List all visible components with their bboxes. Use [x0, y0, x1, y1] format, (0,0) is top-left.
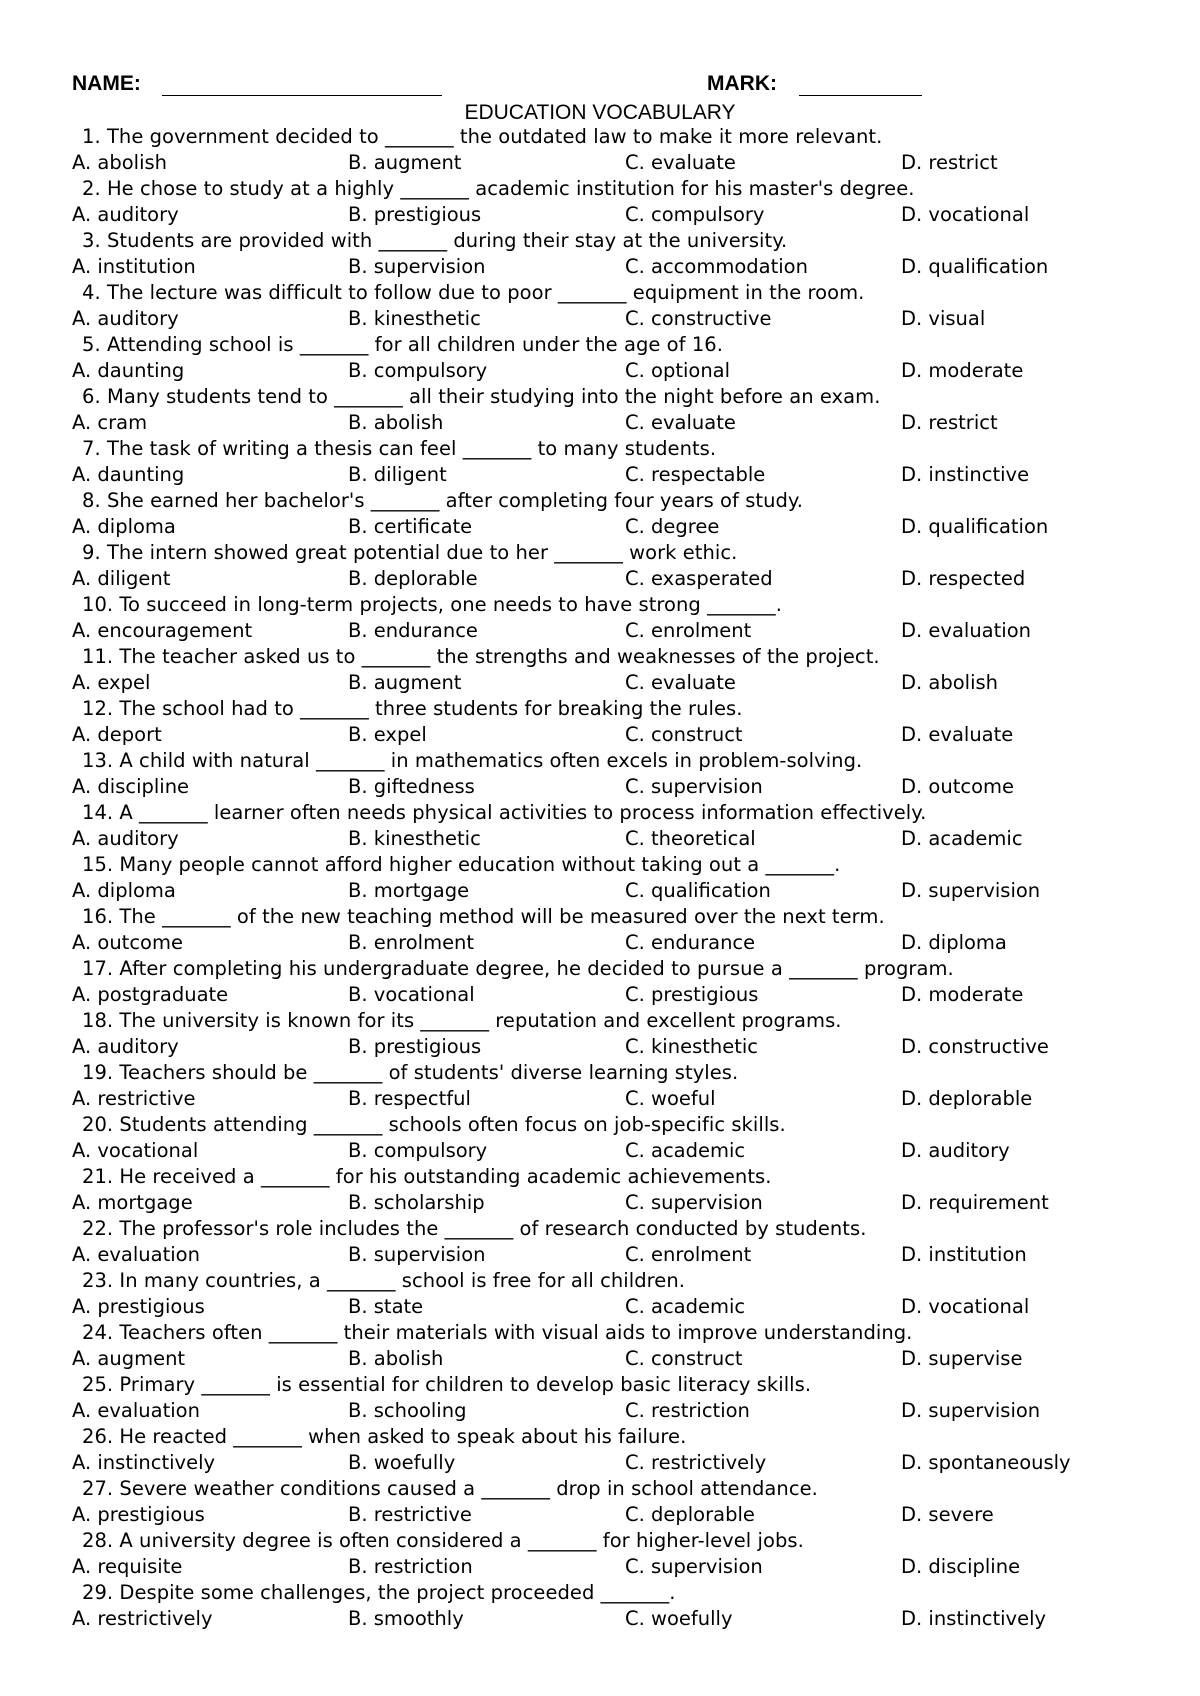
answer-option-b[interactable]: B. abolish — [348, 411, 444, 434]
answer-options — [72, 1138, 1172, 1164]
question-item — [72, 1216, 1172, 1268]
answer-option-c[interactable]: C. woeful — [625, 1087, 716, 1110]
answer-option-c[interactable]: C. restrictively — [625, 1451, 767, 1474]
answer-option-a[interactable]: A. evaluation — [72, 1399, 200, 1422]
question-item — [72, 176, 1172, 228]
answer-options — [72, 1450, 1172, 1476]
answer-options — [72, 1294, 1172, 1320]
answer-option-d[interactable]: D. qualification — [901, 515, 1049, 538]
answer-options — [72, 358, 1172, 384]
question-text: 14. A _______ learner often needs physical activities to process information effectively. — [82, 801, 927, 824]
answer-option-b[interactable]: B. giftedness — [348, 775, 475, 798]
answer-options — [72, 774, 1172, 800]
question-text: 5. Attending school is _______ for all children under the age of 16. — [82, 333, 723, 356]
answer-option-c[interactable]: C. compulsory — [625, 203, 765, 226]
answer-option-d[interactable]: D. qualification — [901, 255, 1049, 278]
answer-option-b[interactable]: B. kinesthetic — [348, 827, 481, 850]
answer-option-a[interactable]: A. institution — [72, 255, 196, 278]
answer-option-a[interactable]: A. discipline — [72, 775, 190, 798]
answer-option-c[interactable]: C. evaluate — [625, 411, 736, 434]
question-item — [72, 644, 1172, 696]
answer-option-c[interactable]: C. endurance — [625, 931, 756, 954]
question-item — [72, 1008, 1172, 1060]
answer-options — [72, 826, 1172, 852]
answer-option-b[interactable]: B. augment — [348, 671, 462, 694]
question-text: 7. The task of writing a thesis can feel _______ to many students. — [82, 437, 717, 460]
answer-option-d[interactable]: D. visual — [901, 307, 986, 330]
question-item — [72, 124, 1172, 176]
answer-option-a[interactable]: A. cram — [72, 411, 148, 434]
answer-option-c[interactable]: C. kinesthetic — [625, 1035, 759, 1058]
name-blank-line[interactable] — [162, 95, 442, 96]
question-item — [72, 1372, 1172, 1424]
answer-option-d[interactable]: D. spontaneously — [901, 1451, 1071, 1474]
answer-option-b[interactable]: B. diligent — [348, 463, 447, 486]
answer-option-b[interactable]: B. kinesthetic — [348, 307, 481, 330]
question-list — [72, 124, 1172, 1632]
answer-option-d[interactable]: D. instinctively — [901, 1607, 1047, 1630]
answer-options — [72, 462, 1172, 488]
answer-option-d[interactable]: D. evaluate — [901, 723, 1014, 746]
question-text: 20. Students attending _______ schools often focus on job-specific skills. — [82, 1113, 786, 1136]
answer-option-b[interactable]: B. supervision — [348, 1243, 486, 1266]
answer-options — [72, 566, 1172, 592]
answer-option-a[interactable]: A. evaluation — [72, 1243, 200, 1266]
answer-options — [72, 1034, 1172, 1060]
answer-options — [72, 930, 1172, 956]
answer-option-d[interactable]: D. constructive — [901, 1035, 1049, 1058]
question-text: 13. A child with natural _______ in mathematics often excels in problem-solving. — [82, 749, 863, 772]
answer-option-d[interactable]: D. diploma — [901, 931, 1007, 954]
answer-option-d[interactable]: D. academic — [901, 827, 1023, 850]
answer-option-c[interactable]: C. deplorable — [625, 1503, 755, 1526]
question-text: 26. He reacted _______ when asked to speak about his failure. — [82, 1425, 687, 1448]
answer-option-c[interactable]: C. evaluate — [625, 671, 736, 694]
answer-option-d[interactable]: D. discipline — [901, 1555, 1021, 1578]
question-text: 22. The professor's role includes the _______ of research conducted by students. — [82, 1217, 867, 1240]
answer-options — [72, 982, 1172, 1008]
answer-option-a[interactable]: A. auditory — [72, 1035, 179, 1058]
question-text: 21. He received a _______ for his outstanding academic achievements. — [82, 1165, 772, 1188]
answer-option-d[interactable]: D. auditory — [901, 1139, 1010, 1162]
question-item — [72, 280, 1172, 332]
answer-option-b[interactable]: B. compulsory — [348, 1139, 488, 1162]
question-text: 15. Many people cannot afford higher education without taking out a _______. — [82, 853, 841, 876]
answer-option-b[interactable]: B. woefully — [348, 1451, 456, 1474]
question-text: 28. A university degree is often considered a _______ for higher-level jobs. — [82, 1529, 804, 1552]
question-item — [72, 1112, 1172, 1164]
answer-option-a[interactable]: A. restrictive — [72, 1087, 196, 1110]
answer-option-d[interactable]: D. abolish — [901, 671, 999, 694]
question-text: 11. The teacher asked us to _______ the strengths and weaknesses of the project. — [82, 645, 880, 668]
answer-option-b[interactable]: B. abolish — [348, 1347, 444, 1370]
answer-option-b[interactable]: B. deplorable — [348, 567, 478, 590]
question-item — [72, 228, 1172, 280]
question-item — [72, 956, 1172, 1008]
question-text: 29. Despite some challenges, the project proceeded _______. — [82, 1581, 676, 1604]
answer-options — [72, 1242, 1172, 1268]
question-text: 25. Primary _______ is essential for children to develop basic literacy skills. — [82, 1373, 812, 1396]
answer-option-b[interactable]: B. enrolment — [348, 931, 475, 954]
answer-option-c[interactable]: C. theoretical — [625, 827, 756, 850]
answer-option-b[interactable]: B. restrictive — [348, 1503, 472, 1526]
answer-option-a[interactable]: A. restrictively — [72, 1607, 213, 1630]
question-item — [72, 540, 1172, 592]
question-item — [72, 800, 1172, 852]
answer-option-a[interactable]: A. abolish — [72, 151, 168, 174]
answer-option-d[interactable]: D. restrict — [901, 151, 998, 174]
answer-options — [72, 1554, 1172, 1580]
answer-option-c[interactable]: C. supervision — [625, 775, 763, 798]
answer-option-d[interactable]: D. supervise — [901, 1347, 1023, 1370]
answer-option-b[interactable]: B. endurance — [348, 619, 478, 642]
answer-option-c[interactable]: C. enrolment — [625, 1243, 752, 1266]
answer-options — [72, 670, 1172, 696]
question-text: 18. The university is known for its _______ reputation and excellent programs. — [82, 1009, 842, 1032]
question-text: 12. The school had to _______ three students for breaking the rules. — [82, 697, 743, 720]
answer-option-a[interactable]: A. requisite — [72, 1555, 183, 1578]
question-text: 24. Teachers often _______ their materials with visual aids to improve understanding. — [82, 1321, 913, 1344]
answer-option-c[interactable]: C. accommodation — [625, 255, 808, 278]
answer-options — [72, 1398, 1172, 1424]
answer-option-c[interactable]: C. woefully — [625, 1607, 733, 1630]
answer-option-b[interactable]: B. state — [348, 1295, 424, 1318]
answer-options — [72, 306, 1172, 332]
answer-option-a[interactable]: A. auditory — [72, 307, 179, 330]
answer-option-b[interactable]: B. vocational — [348, 983, 475, 1006]
answer-options — [72, 1086, 1172, 1112]
answer-options — [72, 878, 1172, 904]
answer-option-c[interactable]: C. qualification — [625, 879, 771, 902]
question-item — [72, 1424, 1172, 1476]
answer-option-d[interactable]: D. deplorable — [901, 1087, 1033, 1110]
answer-option-d[interactable]: D. severe — [901, 1503, 994, 1526]
question-item — [72, 384, 1172, 436]
answer-option-a[interactable]: A. expel — [72, 671, 151, 694]
answer-option-b[interactable]: B. mortgage — [348, 879, 470, 902]
answer-option-b[interactable]: B. certificate — [348, 515, 473, 538]
answer-option-a[interactable]: A. postgraduate — [72, 983, 229, 1006]
question-text: 23. In many countries, a _______ school is free for all children. — [82, 1269, 685, 1292]
mark-label: MARK: — [707, 72, 777, 95]
answer-option-b[interactable]: B. augment — [348, 151, 462, 174]
answer-option-a[interactable]: A. vocational — [72, 1139, 199, 1162]
question-text: 2. He chose to study at a highly _______ academic institution for his master's degree. — [82, 177, 915, 200]
answer-option-a[interactable]: A. mortgage — [72, 1191, 193, 1214]
question-item — [72, 1580, 1172, 1632]
answer-option-c[interactable]: C. restriction — [625, 1399, 750, 1422]
answer-option-a[interactable]: A. daunting — [72, 463, 185, 486]
question-text: 6. Many students tend to _______ all their studying into the night before an exam. — [82, 385, 881, 408]
answer-option-a[interactable]: A. diploma — [72, 879, 176, 902]
answer-option-b[interactable]: B. prestigious — [348, 1035, 482, 1058]
answer-options — [72, 1502, 1172, 1528]
question-item — [72, 1528, 1172, 1580]
answer-option-d[interactable]: D. respected — [901, 567, 1026, 590]
question-item — [72, 436, 1172, 488]
answer-option-c[interactable]: C. prestigious — [625, 983, 759, 1006]
answer-option-d[interactable]: D. restrict — [901, 411, 998, 434]
answer-option-b[interactable]: B. respectful — [348, 1087, 471, 1110]
answer-option-d[interactable]: D. supervision — [901, 879, 1041, 902]
question-text: 16. The _______ of the new teaching method will be measured over the next term. — [82, 905, 885, 928]
answer-option-c[interactable]: C. academic — [625, 1139, 746, 1162]
page-title: EDUCATION VOCABULARY — [464, 101, 736, 124]
answer-option-b[interactable]: B. supervision — [348, 255, 486, 278]
question-text: 9. The intern showed great potential due to her _______ work ethic. — [82, 541, 738, 564]
answer-option-a[interactable]: A. diploma — [72, 515, 176, 538]
question-item — [72, 904, 1172, 956]
answer-options — [72, 618, 1172, 644]
answer-option-c[interactable]: C. degree — [625, 515, 720, 538]
answer-option-a[interactable]: A. prestigious — [72, 1503, 205, 1526]
answer-option-b[interactable]: B. expel — [348, 723, 427, 746]
question-text: 10. To succeed in long-term projects, one needs to have strong _______. — [82, 593, 782, 616]
answer-option-d[interactable]: D. supervision — [901, 1399, 1041, 1422]
answer-option-d[interactable]: D. moderate — [901, 359, 1024, 382]
question-item — [72, 332, 1172, 384]
question-item — [72, 852, 1172, 904]
question-item — [72, 1268, 1172, 1320]
answer-options — [72, 1606, 1172, 1632]
answer-option-b[interactable]: B. smoothly — [348, 1607, 464, 1630]
question-item — [72, 488, 1172, 540]
question-item — [72, 748, 1172, 800]
answer-option-b[interactable]: B. prestigious — [348, 203, 482, 226]
answer-options — [72, 1190, 1172, 1216]
answer-option-a[interactable]: A. daunting — [72, 359, 185, 382]
answer-option-d[interactable]: D. vocational — [901, 203, 1030, 226]
answer-option-b[interactable]: B. schooling — [348, 1399, 467, 1422]
answer-options — [72, 514, 1172, 540]
answer-options — [72, 202, 1172, 228]
answer-option-c[interactable]: C. exasperated — [625, 567, 773, 590]
answer-option-c[interactable]: C. supervision — [625, 1191, 763, 1214]
answer-option-a[interactable]: A. auditory — [72, 203, 179, 226]
answer-option-c[interactable]: C. constructive — [625, 307, 772, 330]
answer-option-d[interactable]: D. requirement — [901, 1191, 1049, 1214]
answer-option-c[interactable]: C. enrolment — [625, 619, 752, 642]
answer-option-a[interactable]: A. augment — [72, 1347, 186, 1370]
worksheet-header — [72, 72, 1152, 100]
answer-option-a[interactable]: A. diligent — [72, 567, 171, 590]
answer-option-d[interactable]: D. instinctive — [901, 463, 1030, 486]
answer-option-b[interactable]: B. restriction — [348, 1555, 473, 1578]
answer-option-a[interactable]: A. prestigious — [72, 1295, 205, 1318]
answer-option-c[interactable]: C. academic — [625, 1295, 746, 1318]
question-text: 19. Teachers should be _______ of students' diverse learning styles. — [82, 1061, 739, 1084]
mark-blank-line[interactable] — [799, 95, 922, 96]
question-item — [72, 1320, 1172, 1372]
question-text: 3. Students are provided with _______ during their stay at the university. — [82, 229, 788, 252]
question-item — [72, 592, 1172, 644]
answer-option-c[interactable]: C. evaluate — [625, 151, 736, 174]
answer-options — [72, 722, 1172, 748]
question-text: 8. She earned her bachelor's _______ after completing four years of study. — [82, 489, 803, 512]
answer-options — [72, 410, 1172, 436]
answer-options — [72, 1346, 1172, 1372]
answer-option-d[interactable]: D. moderate — [901, 983, 1024, 1006]
answer-option-a[interactable]: A. encouragement — [72, 619, 253, 642]
answer-options — [72, 150, 1172, 176]
answer-option-d[interactable]: D. evaluation — [901, 619, 1031, 642]
question-text: 1. The government decided to _______ the outdated law to make it more relevant. — [82, 125, 883, 148]
answer-option-c[interactable]: C. optional — [625, 359, 731, 382]
answer-option-d[interactable]: D. outcome — [901, 775, 1014, 798]
question-text: 17. After completing his undergraduate degree, he decided to pursue a _______ program. — [82, 957, 954, 980]
question-item — [72, 1060, 1172, 1112]
question-text: 27. Severe weather conditions caused a _______ drop in school attendance. — [82, 1477, 818, 1500]
answer-options — [72, 254, 1172, 280]
answer-option-c[interactable]: C. respectable — [625, 463, 766, 486]
question-text: 4. The lecture was difficult to follow due to poor _______ equipment in the room. — [82, 281, 865, 304]
answer-option-c[interactable]: C. supervision — [625, 1555, 763, 1578]
answer-option-a[interactable]: A. deport — [72, 723, 162, 746]
name-label: NAME: — [72, 72, 141, 95]
answer-option-d[interactable]: D. vocational — [901, 1295, 1030, 1318]
answer-option-a[interactable]: A. outcome — [72, 931, 183, 954]
answer-option-c[interactable]: C. construct — [625, 1347, 743, 1370]
answer-option-b[interactable]: B. compulsory — [348, 359, 488, 382]
answer-option-a[interactable]: A. auditory — [72, 827, 179, 850]
answer-option-b[interactable]: B. scholarship — [348, 1191, 485, 1214]
question-item — [72, 1476, 1172, 1528]
question-item — [72, 696, 1172, 748]
answer-option-a[interactable]: A. instinctively — [72, 1451, 216, 1474]
answer-option-d[interactable]: D. institution — [901, 1243, 1027, 1266]
question-item — [72, 1164, 1172, 1216]
answer-option-c[interactable]: C. construct — [625, 723, 743, 746]
